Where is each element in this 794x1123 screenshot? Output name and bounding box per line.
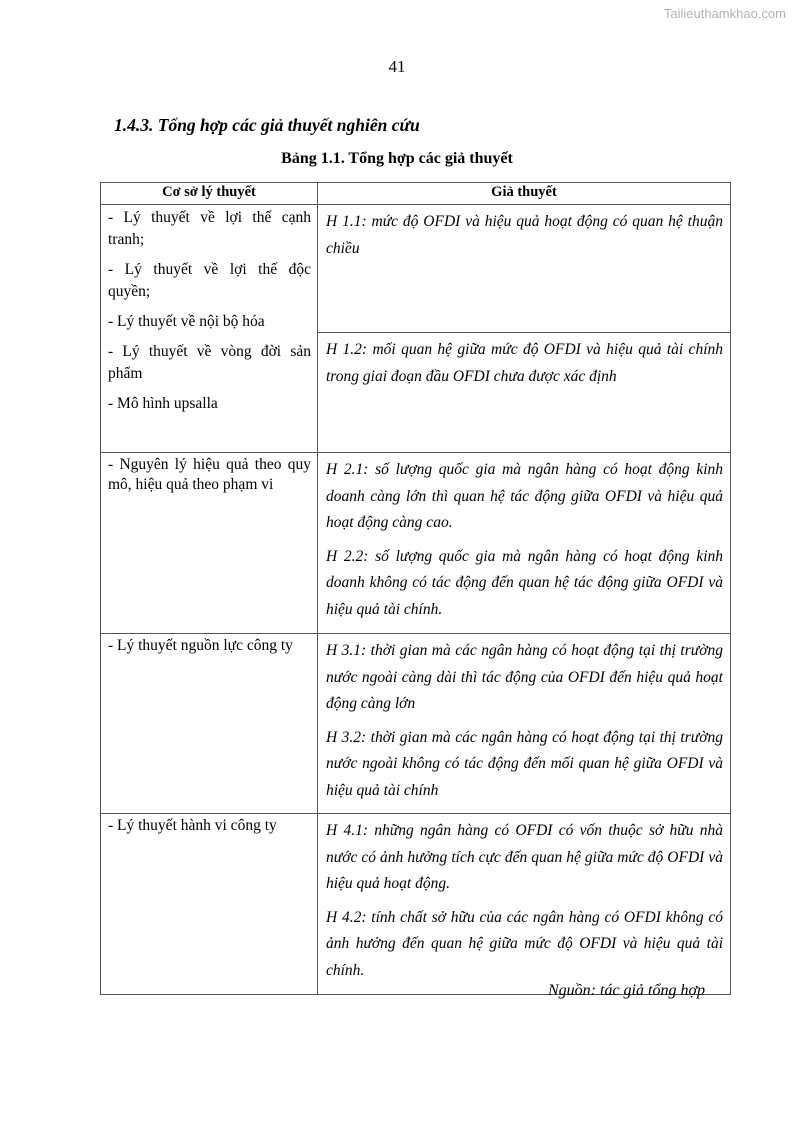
theory-cell-4 [101, 814, 318, 995]
table-row [101, 634, 731, 814]
header-hypothesis: Giả thuyết [318, 183, 731, 205]
theory-item: - Lý thuyết nguồn lực công ty [108, 637, 293, 654]
hypothesis-h3-2: H 3.2: thời gian mà các ngân hàng có hoạt động tại thị trường nước ngoài không có tác động đến mối quan hệ giữa OFDI và hiệu quả tài chính [326, 728, 723, 799]
hypothesis-cell [318, 814, 731, 995]
hypothesis-h4-1: H 4.1: những ngân hàng có OFDI có vốn thuộc sở hữu nhà nước có ảnh hưởng tích cực đến quan hệ giữa mức độ OFDI và hiệu quả hoạt động. [326, 822, 723, 892]
theory-item: - Mô hình upsalla [108, 395, 218, 412]
theory-cell-1 [101, 205, 318, 453]
theory-cell-2 [101, 453, 318, 634]
theory-item: - Lý thuyết về lợi thế cạnh tranh; [108, 209, 311, 248]
table-header-row [101, 183, 731, 205]
hypothesis-cell [318, 205, 731, 333]
hypothesis-h2-2: H 2.2: số lượng quốc gia mà ngân hàng có hoạt động kinh doanh không có tác động đến quan hệ tác động giữa OFDI và hiệu quả tài chính. [326, 547, 723, 618]
hypothesis-h2-1: H 2.1: số lượng quốc gia mà ngân hàng có hoạt động kinh doanh càng lớn thì quan hệ tác động giữa OFDI và hiệu quả hoạt động càng cao. [326, 461, 723, 531]
table-title: Bảng 1.1. Tổng hợp các giả thuyết [281, 150, 513, 167]
hypothesis-h4-2: H 4.2: tính chất sở hữu của các ngân hàng có OFDI không có ảnh hưởng đến quan hệ giữa mức độ OFDI và hiệu quả tài chính. [326, 908, 723, 979]
hypothesis-h1-2: H 1.2: mối quan hệ giữa mức độ OFDI và hiệu quả tài chính trong giai đoạn đầu OFDI chưa được xác định [326, 341, 723, 385]
watermark: Tailieuthamkhao.com [663, 6, 786, 21]
theory-item: - Nguyên lý hiệu quả theo quy mô, hiệu quả theo phạm vi [108, 456, 311, 493]
page-number: 41 [388, 57, 406, 76]
table-row [101, 453, 731, 634]
hypothesis-cell [318, 634, 731, 814]
theory-cell-3 [101, 634, 318, 814]
table-source-note: Nguồn: tác giả tổng hợp [548, 982, 705, 999]
hypothesis-h1-1: H 1.1: mức độ OFDI và hiệu quả hoạt động có quan hệ thuận chiều [326, 213, 723, 257]
theory-item: - Lý thuyết về lợi thế độc quyền; [108, 261, 311, 300]
header-theory: Cơ sở lý thuyết [101, 183, 318, 205]
section-title: 1.4.3. Tổng hợp các giả thuyết nghiên cứu [114, 115, 420, 135]
hypothesis-h3-1: H 3.1: thời gian mà các ngân hàng có hoạt động tại thị trường nước ngoài càng dài thì tác động của OFDI đến hiệu quả hoạt động càng lớn [326, 642, 723, 712]
hypothesis-cell [318, 453, 731, 634]
theory-item: - Lý thuyết hành vi công ty [108, 817, 277, 834]
table-row [101, 205, 731, 333]
theory-item: - Lý thuyết về nội bộ hóa [108, 313, 265, 330]
table-row [101, 814, 731, 995]
hypotheses-table [100, 182, 731, 995]
hypothesis-cell [318, 333, 731, 453]
theory-item: - Lý thuyết về vòng đời sản phẩm [108, 343, 311, 382]
